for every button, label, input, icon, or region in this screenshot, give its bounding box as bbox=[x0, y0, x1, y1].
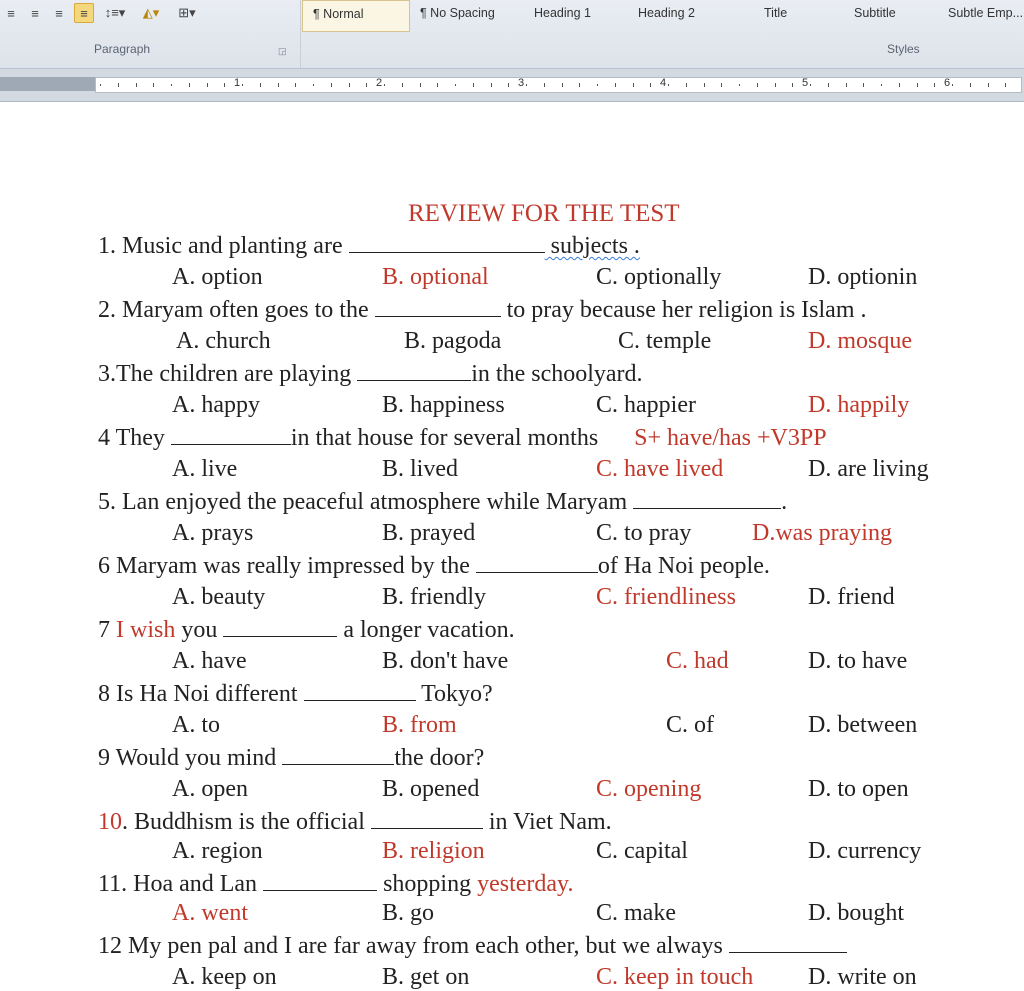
ruler-tick bbox=[473, 83, 474, 87]
ruler-tick bbox=[189, 83, 190, 87]
option-c: C. have lived bbox=[596, 456, 724, 482]
ruler-tick bbox=[792, 83, 793, 87]
ruler-margin bbox=[0, 77, 95, 91]
horizontal-ruler[interactable] bbox=[0, 69, 1024, 102]
paragraph-launcher-icon[interactable]: ◲ bbox=[278, 46, 287, 56]
question-text: 3.The children are playing bbox=[98, 361, 358, 387]
option-a: A. church bbox=[176, 328, 271, 354]
option-c: C. friendliness bbox=[596, 584, 736, 610]
line-spacing-icon[interactable]: ↕≡▾ bbox=[104, 5, 126, 20]
styles-group-label: Styles bbox=[887, 42, 920, 56]
paragraph-toolbar bbox=[2, 2, 202, 24]
ruler-tick bbox=[686, 83, 687, 87]
style-title[interactable]: Title bbox=[764, 6, 788, 20]
answer-blank bbox=[263, 870, 377, 891]
ruler-tick bbox=[828, 83, 829, 87]
ruler-tick bbox=[455, 84, 456, 86]
question-10 bbox=[98, 808, 612, 836]
style-heading-2[interactable]: Heading 2 bbox=[638, 6, 695, 20]
ruler-tick bbox=[881, 84, 882, 86]
ruler-tick bbox=[739, 84, 740, 86]
question-11 bbox=[98, 870, 573, 898]
option-b: B. lived bbox=[382, 456, 458, 482]
option-a: A. went bbox=[172, 900, 248, 926]
ruler-tick bbox=[917, 83, 918, 87]
ribbon bbox=[0, 0, 1024, 69]
ruler-number: 6 bbox=[944, 77, 951, 89]
document-title: REVIEW FOR THE TEST bbox=[408, 200, 680, 227]
option-b: B. don't have bbox=[382, 648, 509, 674]
ruler-tick bbox=[704, 83, 705, 87]
ruler-tick bbox=[544, 83, 545, 87]
answer-blank bbox=[223, 616, 337, 637]
option-c: C. capital bbox=[596, 838, 688, 864]
option-a: A. open bbox=[172, 776, 248, 802]
ruler-tick bbox=[934, 83, 935, 87]
ruler-tick bbox=[384, 84, 385, 86]
style-heading-1[interactable]: Heading 1 bbox=[534, 6, 591, 20]
question-text: 7 bbox=[98, 617, 116, 643]
ruler-number: 2 bbox=[376, 77, 383, 89]
option-d: D. between bbox=[808, 712, 918, 738]
question-text: yesterday. bbox=[477, 871, 574, 897]
ruler-tick bbox=[810, 84, 811, 86]
option-b: B. religion bbox=[382, 838, 485, 864]
question-text: 5. Lan enjoyed the peaceful atmosphere while Maryam bbox=[98, 489, 634, 515]
style-no-spacing[interactable]: ¶ No Spacing bbox=[420, 6, 495, 20]
option-c: C. make bbox=[596, 900, 676, 926]
question-text: you bbox=[175, 617, 224, 643]
question-text: Tokyo? bbox=[415, 681, 493, 707]
ruler-tick bbox=[420, 83, 421, 87]
answer-blank bbox=[304, 680, 416, 701]
question-text: 6 Maryam was really impressed by the bbox=[98, 553, 476, 579]
ruler-tick bbox=[1005, 83, 1006, 87]
option-a: A. happy bbox=[172, 392, 260, 418]
ruler-track[interactable] bbox=[95, 77, 1022, 93]
question-text: to pray because her religion is Islam . bbox=[500, 297, 867, 323]
ruler-tick bbox=[526, 84, 527, 86]
document-page[interactable] bbox=[0, 102, 1024, 990]
option-c: C. had bbox=[666, 648, 729, 674]
option-d: D. bought bbox=[808, 900, 904, 926]
ruler-tick bbox=[100, 84, 101, 86]
option-d: D. write on bbox=[808, 964, 917, 990]
ruler-tick bbox=[721, 83, 722, 87]
ruler-number: 4 bbox=[660, 77, 667, 89]
question-4 bbox=[98, 424, 827, 452]
ruler-tick bbox=[118, 83, 119, 87]
question-text: 8 Is Ha Noi different bbox=[98, 681, 304, 707]
question-8 bbox=[98, 680, 493, 708]
option-b: B. get on bbox=[382, 964, 470, 990]
question-9 bbox=[98, 744, 484, 772]
option-a: A. option bbox=[172, 264, 263, 290]
ruler-tick bbox=[349, 83, 350, 87]
option-c: C. temple bbox=[618, 328, 712, 354]
shading-icon[interactable]: ◭▾ bbox=[142, 5, 160, 20]
option-b: B. happiness bbox=[382, 392, 505, 418]
question-text: 9 Would you mind bbox=[98, 745, 283, 771]
question-5 bbox=[98, 488, 787, 516]
answer-blank bbox=[282, 744, 394, 765]
ruler-tick bbox=[952, 84, 953, 86]
question-text: in that house for several months bbox=[290, 425, 599, 451]
question-7 bbox=[98, 616, 515, 644]
style-normal[interactable]: ¶ Normal bbox=[302, 0, 410, 32]
option-d: D. mosque bbox=[808, 328, 912, 354]
question-3 bbox=[98, 360, 643, 388]
answer-blank bbox=[633, 488, 781, 509]
ruler-tick bbox=[242, 84, 243, 86]
question-text: in the schoolyard. bbox=[471, 361, 643, 387]
align-right-icon[interactable]: ≡ bbox=[55, 5, 63, 21]
answer-blank bbox=[349, 232, 545, 253]
option-c: C. of bbox=[666, 712, 714, 738]
option-a: A. to bbox=[172, 712, 220, 738]
option-c: C. to pray bbox=[596, 520, 692, 546]
question-2 bbox=[98, 296, 867, 324]
question-text: 2. Maryam often goes to the bbox=[98, 297, 375, 323]
option-a: A. region bbox=[172, 838, 263, 864]
ruler-tick bbox=[508, 83, 509, 87]
option-b: B. from bbox=[382, 712, 457, 738]
question-text: shopping bbox=[377, 871, 478, 897]
option-c: C. opening bbox=[596, 776, 702, 802]
option-d: D. currency bbox=[808, 838, 922, 864]
grammar-note: S+ have/has +V3PP bbox=[634, 425, 827, 451]
ruler-tick bbox=[615, 83, 616, 87]
ruler-tick bbox=[846, 83, 847, 87]
option-a: A. keep on bbox=[172, 964, 277, 990]
ruler-tick bbox=[207, 83, 208, 87]
ruler-tick bbox=[437, 83, 438, 87]
ruler-tick bbox=[775, 83, 776, 87]
question-12 bbox=[98, 932, 847, 960]
option-b: B. go bbox=[382, 900, 435, 926]
ruler-tick bbox=[402, 83, 403, 87]
ruler-tick bbox=[597, 84, 598, 86]
question-text: 11. Hoa and Lan bbox=[98, 871, 264, 897]
option-b: B. optional bbox=[382, 264, 489, 290]
option-d: D. are living bbox=[808, 456, 929, 482]
option-c: C. happier bbox=[596, 392, 696, 418]
question-text: 12 My pen pal and I are far away from each other, but we always bbox=[98, 933, 729, 959]
answer-blank bbox=[375, 296, 501, 317]
ruler-tick bbox=[863, 83, 864, 87]
answer-blank bbox=[357, 360, 471, 381]
ruler-tick bbox=[579, 83, 580, 87]
option-b: B. prayed bbox=[382, 520, 476, 546]
style-subtle-emphasis[interactable]: Subtle Emp... bbox=[948, 6, 1024, 20]
option-d: D. to have bbox=[808, 648, 908, 674]
ruler-tick bbox=[278, 83, 279, 87]
ruler-tick bbox=[153, 83, 154, 87]
ruler-tick bbox=[668, 84, 669, 86]
question-text: . Buddhism is the official bbox=[122, 809, 371, 835]
answer-blank bbox=[371, 808, 483, 829]
ruler-tick bbox=[633, 83, 634, 87]
question-text: a longer vacation. bbox=[337, 617, 515, 643]
option-b: B. opened bbox=[382, 776, 480, 802]
ruler-number: 3 bbox=[518, 77, 525, 89]
ruler-number: 5 bbox=[802, 77, 809, 89]
ruler-tick bbox=[491, 83, 492, 87]
question-text: 1. Music and planting are bbox=[98, 233, 349, 259]
paragraph-group bbox=[0, 0, 301, 68]
option-d: D. happily bbox=[808, 392, 910, 418]
ruler-tick bbox=[313, 84, 314, 86]
ruler-tick bbox=[295, 83, 296, 87]
question-6 bbox=[98, 552, 770, 580]
ruler-tick bbox=[757, 83, 758, 87]
style-subtitle[interactable]: Subtitle bbox=[854, 6, 896, 20]
option-c: C. optionally bbox=[596, 264, 722, 290]
option-d: D. to open bbox=[808, 776, 909, 802]
ruler-tick bbox=[899, 83, 900, 87]
question-text: of Ha Noi people. bbox=[597, 553, 770, 579]
answer-blank bbox=[171, 424, 291, 445]
question-text: 4 They bbox=[98, 425, 171, 451]
option-b: B. pagoda bbox=[404, 328, 502, 354]
ruler-tick bbox=[171, 84, 172, 86]
paragraph-group-label: Paragraph bbox=[94, 42, 151, 56]
ruler-tick bbox=[331, 83, 332, 87]
question-1 bbox=[98, 232, 640, 260]
justify-icon[interactable]: ≡ bbox=[74, 3, 94, 23]
ruler-tick bbox=[988, 83, 989, 87]
ruler-tick bbox=[562, 83, 563, 87]
borders-icon[interactable]: ⊞▾ bbox=[178, 5, 196, 20]
answer-blank bbox=[476, 552, 598, 573]
option-d: D. friend bbox=[808, 584, 895, 610]
option-d: D.was praying bbox=[752, 520, 892, 546]
question-text: in Viet Nam. bbox=[482, 809, 612, 835]
option-d: D. optionin bbox=[808, 264, 918, 290]
ruler-tick bbox=[650, 83, 651, 87]
align-center-icon[interactable]: ≡ bbox=[31, 5, 39, 21]
question-number: 10 bbox=[98, 809, 122, 835]
option-a: A. prays bbox=[172, 520, 254, 546]
question-text: . bbox=[781, 489, 788, 515]
question-text: subjects . bbox=[544, 233, 640, 259]
ruler-tick bbox=[224, 83, 225, 87]
ruler-number: 1 bbox=[234, 77, 241, 89]
question-text: the door? bbox=[394, 745, 485, 771]
styles-gallery bbox=[302, 0, 1024, 34]
answer-blank bbox=[729, 932, 847, 953]
question-text: I wish bbox=[116, 617, 176, 643]
align-left-icon[interactable]: ≡ bbox=[7, 5, 15, 21]
option-a: A. beauty bbox=[172, 584, 266, 610]
ruler-tick bbox=[136, 83, 137, 87]
ruler-tick bbox=[260, 83, 261, 87]
option-b: B. friendly bbox=[382, 584, 486, 610]
ruler-tick bbox=[366, 83, 367, 87]
option-a: A. live bbox=[172, 456, 238, 482]
option-c: C. keep in touch bbox=[596, 964, 754, 990]
ruler-tick bbox=[970, 83, 971, 87]
option-a: A. have bbox=[172, 648, 247, 674]
